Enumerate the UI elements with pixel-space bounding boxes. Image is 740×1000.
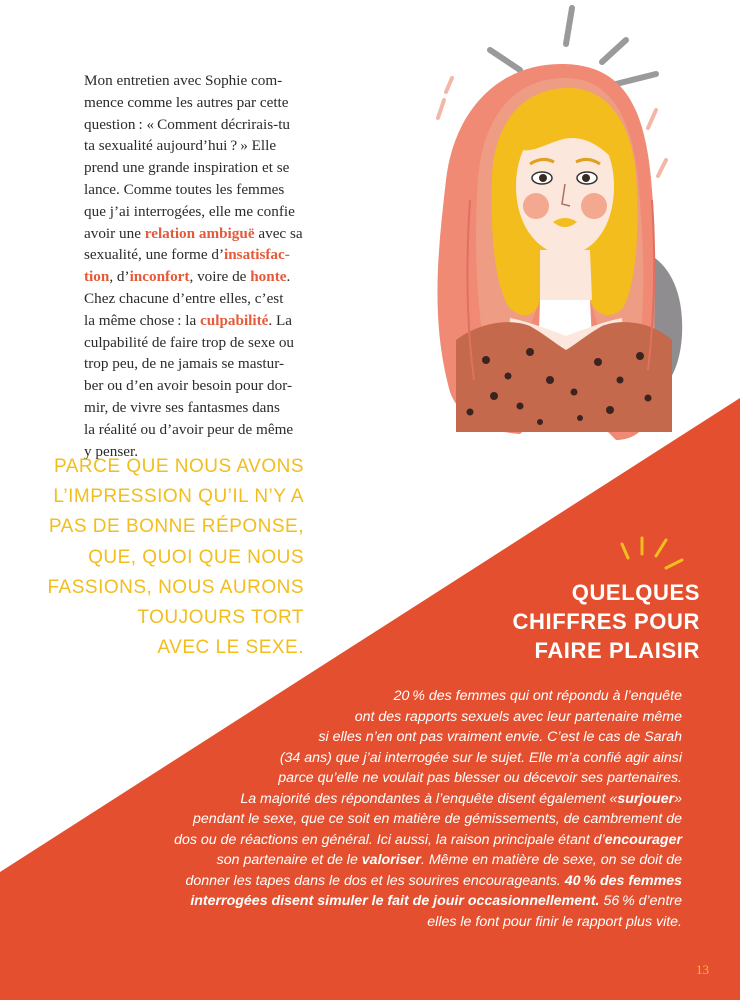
highlight-inconfort: inconfort <box>129 268 190 286</box>
highlight-honte: honte <box>250 268 287 286</box>
statistics-paragraph: 20 % des femmes qui ont répondu à l’enquête ont des rapports sexuels avec leur partenaire même si elles n’en ont pas vraiment envie. C’est le cas de Sarah (34 ans) que j’ai interrogée sur le sujet. Elle m’a confié agir ainsi parce qu’elle ne voulait pas blesser ou décevoir ses partenaires. La majorité des répondantes à l’enquête disent également «surjouer» pendant le sexe, que ce soit en matière de gémissements, de cambrement de dos ou de réactions en général. Ici aussi, la raison principale étant d’encourager son partenaire et de le valoriser. Même en matière de sexe, on se doit de donner les tapes dans le dos et les sourires encourageants. 40 % des femmes interrogées disent simuler le fait de jouir occasionnellement. 56 % d’entre elles le font pour finir le rapport plus vite. <box>174 688 682 930</box>
highlight-relation-ambigue: relation ambiguë <box>144 224 255 242</box>
section-heading: QUELQUES CHIFFRES POUR FAIRE PLAISIR <box>512 580 700 663</box>
highlight-culpabilite: culpabilité <box>200 311 269 329</box>
page-number: 13 <box>696 962 709 977</box>
highlight-insatisfaction: insatisfac- <box>224 246 290 264</box>
pull-quote: PARCE QUE NOUS AVONS L’IMPRESSION QU’IL N’Y A PAS DE BONNE RÉPONSE, QUE, QUOI QUE NOUS FASSIONS, NOUS AURONS TOUJOURS TORT AVEC LE SEXE. <box>47 456 304 659</box>
woman-illustration <box>390 0 740 470</box>
sparkle-decoration <box>608 534 698 584</box>
intro-paragraph: Mon entretien avec Sophie com- mence comme les autres par cette question : « Comment décrirais-tu ta sexualité aujourd’hui ? » Elle prend une grande inspiration et se lance. Comme toutes les femmes que j’ai interrogées, elle me confie avoir une relation ambiguë avec sa sexualité, une forme d’insatisfac- tion, d’inconfort, voire de honte. Chez chacune d’entre elles, c’est la même chose : la culpabilité. La culpabilité de faire trop de sexe ou trop peu, de ne jamais se mastur- ber ou d’en avoir besoin pour dor- mir, de vivre ses fantasmes dans la réalité ou d’avoir peur de même y penser. <box>84 72 303 460</box>
